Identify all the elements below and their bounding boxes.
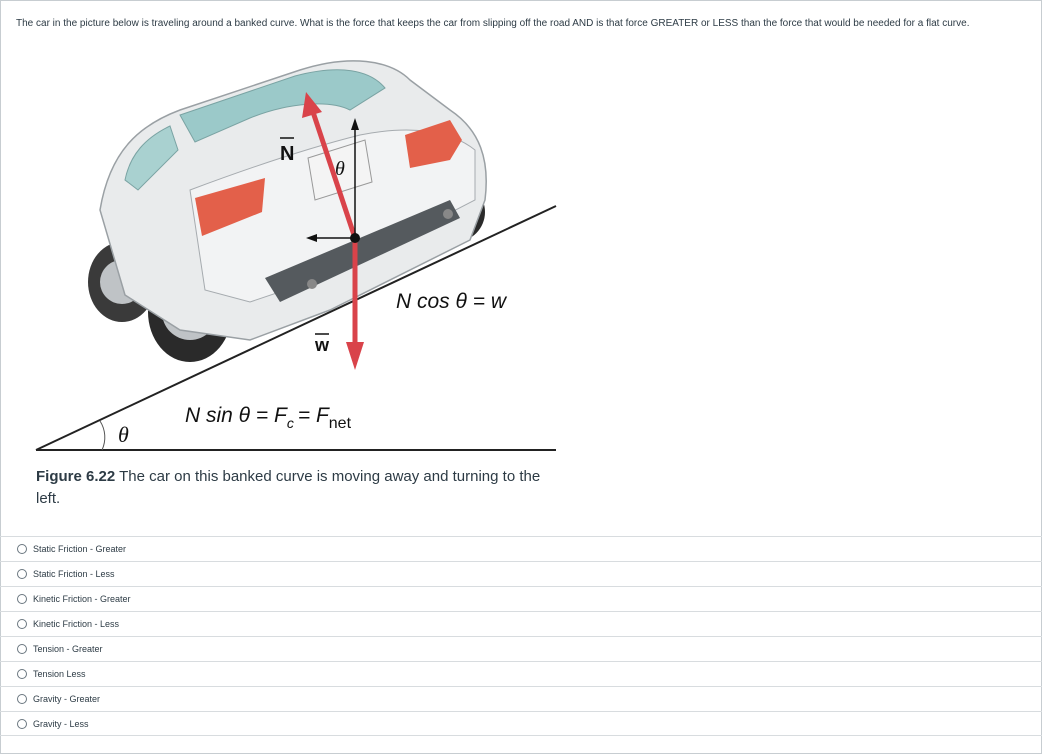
answer-option-kinetic-friction-less[interactable] (0, 611, 1042, 636)
answer-label: Gravity - Greater (33, 694, 101, 704)
answer-label: Tension - Greater (33, 644, 103, 654)
nsin-subscript-c: c (286, 415, 294, 431)
answer-option-static-friction-greater[interactable] (0, 536, 1042, 561)
radio-button[interactable] (17, 594, 27, 604)
ncos-equation: N cos θ = w (396, 290, 507, 313)
radio-button[interactable] (17, 669, 27, 679)
radio-button[interactable] (17, 544, 27, 554)
answer-label: Kinetic Friction - Greater (33, 594, 131, 604)
answer-option-tension-less[interactable] (0, 661, 1042, 686)
banked-curve-figure (30, 40, 570, 520)
question-text: The car in the picture below is traveling around a banked curve. What is the force that keeps the car from slipping off the road AND is that force GREATER or LESS than the force that would be needed for a flat curve. (16, 18, 970, 29)
figure-caption (36, 466, 556, 510)
answer-option-static-friction-less[interactable] (0, 561, 1042, 586)
answer-label: Static Friction - Greater (33, 544, 127, 554)
radio-button[interactable] (17, 719, 27, 729)
nsin-eq2: = F (297, 404, 329, 427)
theta-car-label: θ (335, 158, 345, 180)
weight-vector-label: w (315, 335, 330, 355)
radio-button[interactable] (17, 569, 27, 579)
radio-button[interactable] (17, 694, 27, 704)
answer-label: Gravity - Less (33, 718, 89, 729)
nsin-subscript-net: net (328, 415, 352, 432)
normal-vector-label: N (280, 143, 295, 165)
answer-label: Tension Less (33, 669, 86, 679)
answer-list (0, 536, 1042, 736)
answer-option-tension-greater[interactable] (0, 636, 1042, 661)
answer-label: Kinetic Friction - Less (33, 619, 120, 629)
theta-ground-label: θ (118, 422, 129, 447)
answer-option-gravity-less[interactable] (0, 711, 1042, 736)
answer-label: Static Friction - Less (33, 569, 115, 579)
exhaust-right (443, 209, 453, 219)
radio-button[interactable] (17, 619, 27, 629)
banked-curve-illustration (30, 40, 570, 470)
figure-caption-label: Figure 6.22 (36, 468, 116, 485)
answer-option-gravity-greater[interactable] (0, 686, 1042, 711)
nsin-main: N sin θ = F (185, 404, 287, 427)
exhaust-left (307, 279, 317, 289)
figure-caption-text: The car on this banked curve is moving away and turning to the left. (36, 468, 541, 507)
radio-button[interactable] (17, 644, 27, 654)
answer-option-kinetic-friction-greater[interactable] (0, 586, 1042, 611)
center-of-mass-dot (350, 233, 360, 243)
